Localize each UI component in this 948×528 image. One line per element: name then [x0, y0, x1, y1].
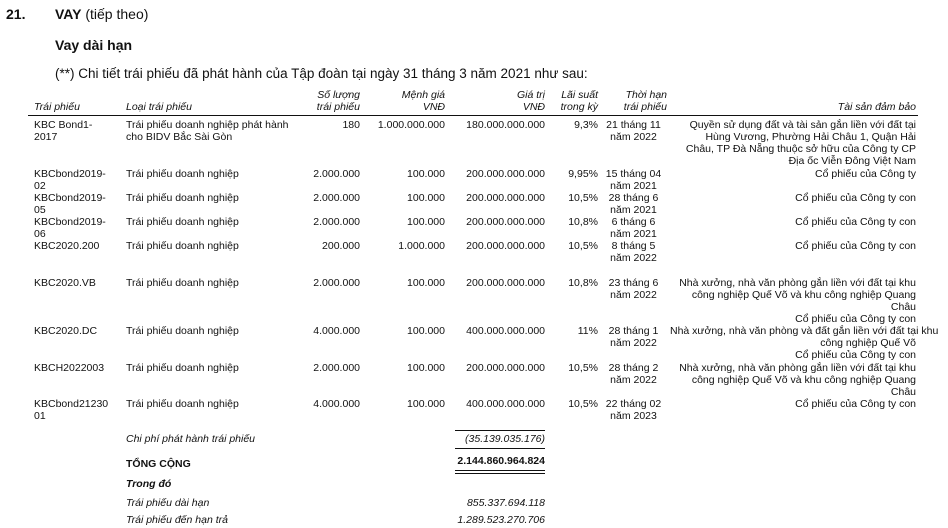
- cell-qty: 2.000.000: [313, 216, 360, 228]
- cell-term: 28 tháng 1 năm 2022: [608, 325, 659, 349]
- header-rate-line1: Lãi suất: [561, 89, 598, 101]
- header-qty-line1: Số lượng: [317, 89, 360, 101]
- cell-value: 200.000.000.000: [466, 216, 545, 228]
- cell-par: 100.000: [407, 192, 445, 204]
- cell-value: 200.000.000.000: [466, 362, 545, 374]
- cell-rate: 10,8%: [568, 216, 598, 228]
- cell-rate: 10,5%: [568, 362, 598, 374]
- cell-term: 28 tháng 2 năm 2022: [608, 362, 659, 386]
- cell-collateral: Cổ phiếu của Công ty con: [795, 398, 916, 410]
- cell-type: Trái phiếu doanh nghiệp: [126, 192, 239, 204]
- cell-rate: 10,5%: [568, 398, 598, 410]
- cell-value: 180.000.000.000: [466, 119, 545, 131]
- cell-term: 28 tháng 6 năm 2021: [608, 192, 659, 216]
- issue-cost-label: Chi phí phát hành trái phiếu: [126, 433, 256, 445]
- cell-par: 100.000: [407, 216, 445, 228]
- total-value: 2.144.860.964.824: [457, 455, 545, 467]
- long-term-value: 855.337.694.118: [466, 497, 545, 509]
- header-par-line1: Mệnh giá: [401, 89, 445, 101]
- header-term: [600, 89, 667, 113]
- cell-qty: 200.000: [322, 240, 360, 252]
- cell-type: Trái phiếu doanh nghiệp: [126, 362, 239, 374]
- issue-cost-value: (35.139.035.176): [465, 433, 545, 445]
- header-value: [455, 89, 545, 113]
- cell-rate: 11%: [577, 325, 598, 337]
- header-par: [370, 89, 445, 113]
- cell-qty: 4.000.000: [313, 398, 360, 410]
- cell-par: 100.000: [407, 362, 445, 374]
- header-qty: [290, 89, 360, 113]
- cell-bond: KBCbond21230 01: [34, 398, 109, 422]
- cell-qty: 4.000.000: [313, 325, 360, 337]
- total-double-rule: [455, 470, 545, 474]
- cell-collateral: Cổ phiếu của Công ty: [815, 168, 916, 180]
- cell-type: Trái phiếu doanh nghiệp: [126, 398, 239, 410]
- cell-value: 200.000.000.000: [466, 192, 545, 204]
- cell-bond: KBC2020.DC: [34, 325, 98, 337]
- header-type: Loại trái phiếu: [126, 101, 192, 113]
- cell-term: 23 tháng 6 năm 2022: [608, 277, 659, 301]
- cell-collateral: Quyền sử dụng đất và tài sản gắn liền với đất tại Hùng Vương, Phường Hải Châu 1, Quận Hải Châu, TP Đà Nẵng thuộc sở hữu của Công ty CP Địa ốc Viễn Đông Việt Nam: [685, 119, 916, 167]
- cell-bond: KBCbond2019- 05: [34, 192, 106, 216]
- cell-term: 22 tháng 02 năm 2023: [605, 398, 662, 422]
- cell-rate: 9,95%: [568, 168, 598, 180]
- cell-collateral: Nhà xưởng, nhà văn phòng gắn liền với đất tại khu công nghiệp Quế Võ và khu công nghiệp Quang Châu: [679, 362, 916, 398]
- cell-bond: KBCbond2019- 06: [34, 216, 106, 240]
- cell-par: 1.000.000.000: [377, 119, 445, 131]
- cell-bond: KBCH2022003: [34, 362, 105, 374]
- cell-qty: 2.000.000: [313, 168, 360, 180]
- cell-collateral: Cổ phiếu của Công ty con: [795, 192, 916, 204]
- cell-collateral: Nhà xưởng, nhà văn phòng và đất gắn liền với đất tại khu công nghiệp Quế Võ Cổ phiếu của Công ty con: [670, 325, 939, 361]
- cell-bond: KBC2020.200: [34, 240, 100, 252]
- current-label: Trái phiếu đến hạn trả: [126, 514, 228, 526]
- header-par-line2: VNĐ: [422, 101, 445, 113]
- cell-qty: 2.000.000: [313, 362, 360, 374]
- cell-term: 8 tháng 5 năm 2022: [610, 240, 657, 264]
- cell-type: Trái phiếu doanh nghiệp: [126, 168, 239, 180]
- cell-par: 100.000: [407, 277, 445, 289]
- cell-value: 200.000.000.000: [466, 168, 545, 180]
- cell-rate: 10,5%: [568, 240, 598, 252]
- cell-bond: KBC2020.VB: [34, 277, 96, 289]
- header-term-line2: trái phiếu: [623, 101, 667, 113]
- header-term-line1: Thời hạn: [625, 89, 667, 101]
- section-title-rest: (tiếp theo): [81, 6, 149, 22]
- cell-term: 6 tháng 6 năm 2021: [610, 216, 657, 240]
- cell-bond: KBCbond2019- 02: [34, 168, 106, 192]
- cell-type: Trái phiếu doanh nghiệp: [126, 325, 239, 337]
- cell-collateral: Cổ phiếu của Công ty con: [795, 216, 916, 228]
- cell-rate: 10,8%: [568, 277, 598, 289]
- current-value: 1.289.523.270.706: [457, 514, 545, 526]
- cell-collateral: Nhà xưởng, nhà văn phòng gắn liền với đất tại khu công nghiệp Quế Võ và khu công nghiệp Quang Châu Cổ phiếu của Công ty con: [679, 277, 916, 325]
- cell-type: Trái phiếu doanh nghiệp: [126, 277, 239, 289]
- cell-type: Trái phiếu doanh nghiệp: [126, 240, 239, 252]
- cell-value: 400.000.000.000: [466, 398, 545, 410]
- cell-term: 15 tháng 04 năm 2021: [605, 168, 662, 192]
- header-qty-line2: trái phiếu: [316, 101, 360, 113]
- section-title: [55, 6, 148, 22]
- cell-value: 200.000.000.000: [466, 277, 545, 289]
- cell-bond: KBC Bond1- 2017: [34, 119, 93, 143]
- header-rule: [28, 115, 918, 116]
- cell-term: 21 tháng 11 năm 2022: [606, 119, 661, 143]
- cell-par: 1.000.000: [398, 240, 445, 252]
- cell-rate: 10,5%: [568, 192, 598, 204]
- header-rate-line2: trong kỳ: [560, 101, 598, 113]
- of-which-label: Trong đó: [126, 478, 172, 490]
- cell-qty: 2.000.000: [313, 192, 360, 204]
- header-value-line2: VNĐ: [522, 101, 545, 113]
- subtitle: Vay dài hạn: [55, 37, 133, 53]
- header-bond: Trái phiếu: [34, 101, 80, 113]
- header-value-line1: Giá trị: [516, 89, 545, 101]
- cell-type: Trái phiếu doanh nghiệp: [126, 216, 239, 228]
- cell-qty: 180: [342, 119, 360, 131]
- cell-collateral: Cổ phiếu của Công ty con: [795, 240, 916, 252]
- long-term-label: Trái phiếu dài hạn: [126, 497, 210, 509]
- cell-qty: 2.000.000: [313, 277, 360, 289]
- cell-type: Trái phiếu doanh nghiệp phát hành cho BIDV Bắc Sài Gòn: [126, 119, 289, 143]
- total-rule: [455, 448, 545, 449]
- section-title-bold: VAY: [55, 6, 82, 22]
- cell-par: 100.000: [407, 168, 445, 180]
- cell-value: 200.000.000.000: [466, 240, 545, 252]
- intro-text: (**) Chi tiết trái phiếu đã phát hành của Tập đoàn tại ngày 31 tháng 3 năm 2021 như sau:: [55, 66, 588, 81]
- cell-par: 100.000: [407, 325, 445, 337]
- cell-rate: 9,3%: [574, 119, 598, 131]
- section-number: 21.: [6, 6, 26, 22]
- header-rate: [550, 89, 598, 113]
- subtotal-rule: [455, 430, 545, 431]
- header-collateral: Tài sản đảm bảo: [837, 101, 916, 113]
- total-label: TỔNG CỘNG: [126, 458, 191, 470]
- cell-par: 100.000: [407, 398, 445, 410]
- cell-value: 400.000.000.000: [466, 325, 545, 337]
